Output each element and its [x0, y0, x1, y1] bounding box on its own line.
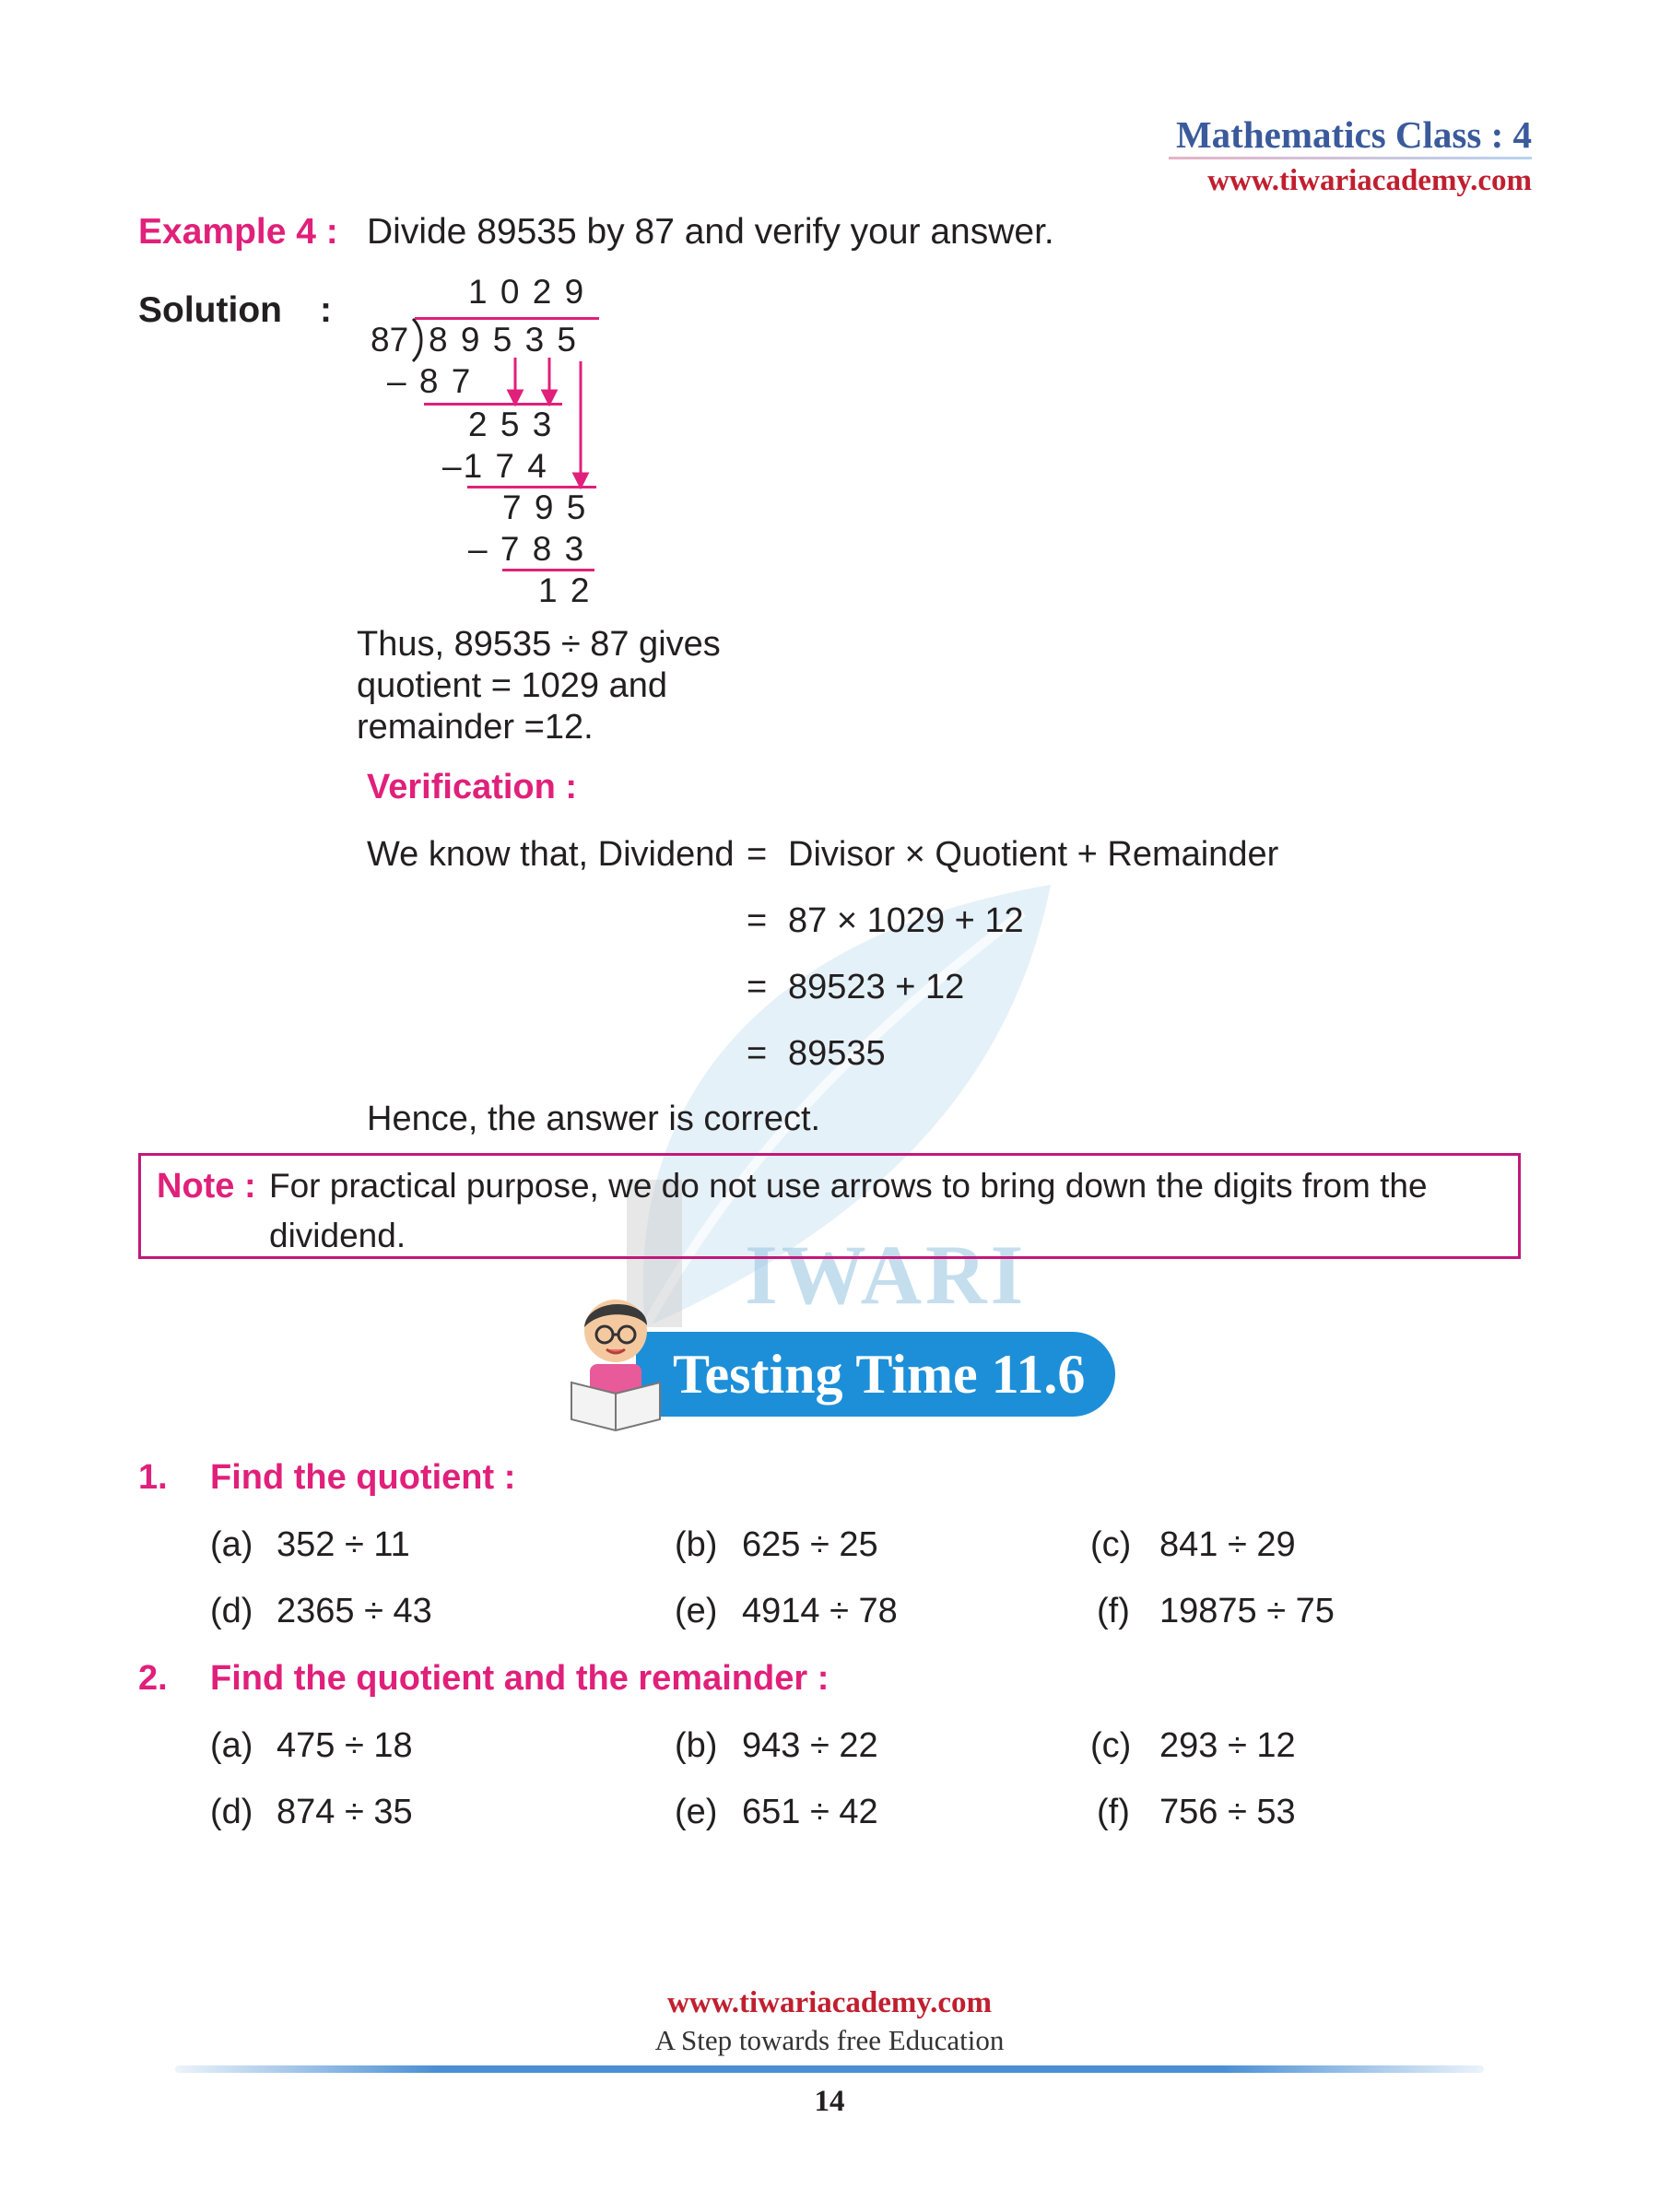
solution-conclusion-line: quotient = 1029 and [357, 666, 668, 705]
exercise-expression: 293 ÷ 12 [1159, 1726, 1296, 1765]
division-step: – 8 7 [387, 362, 473, 400]
exercise-label: (a) [210, 1726, 253, 1765]
division-step: 1 2 [538, 571, 592, 609]
division-step: 7 9 5 [502, 488, 588, 526]
exercise-label: (c) [1090, 1525, 1132, 1564]
exercise-label: (d) [210, 1793, 253, 1831]
equals-sign: = [747, 1034, 768, 1073]
exercise-label: (f) [1097, 1793, 1130, 1831]
division-dividend: 8 9 5 3 5 [429, 321, 579, 359]
verification-line: Divisor × Quotient + Remainder [788, 835, 1279, 874]
equals-sign: = [747, 968, 768, 1006]
question-number: 2. [138, 1659, 168, 1698]
division-step: – 7 8 3 [468, 530, 586, 568]
watermark-text: IWARI [745, 1228, 1028, 1322]
example-text: Divide 89535 by 87 and verify your answer. [367, 212, 1054, 252]
division-step: 2 5 3 [468, 406, 554, 443]
exercise-expression: 625 ÷ 25 [742, 1525, 878, 1564]
exercise-expression: 756 ÷ 53 [1159, 1793, 1296, 1831]
verification-line: 89523 + 12 [788, 968, 965, 1006]
header-underline [1169, 157, 1532, 159]
division-divisor: 87 [371, 321, 409, 359]
exercise-expression: 841 ÷ 29 [1159, 1525, 1296, 1564]
footer-tagline: A Step towards free Education [654, 2024, 1005, 2056]
note-line-1: For practical purpose, we do not use arrows to bring down the digits from the [269, 1167, 1428, 1205]
exercise-label: (a) [210, 1525, 253, 1564]
solution-conclusion-line: Thus, 89535 ÷ 87 gives [357, 625, 721, 664]
exercise-label: (e) [675, 1793, 718, 1831]
verification-line: 89535 [788, 1034, 886, 1073]
solution-colon: : [320, 290, 332, 330]
verification-line: 87 × 1029 + 12 [788, 901, 1024, 940]
boy-reading-book-icon [564, 1290, 665, 1438]
question-heading: Find the quotient and the remainder : [210, 1659, 830, 1698]
equals-sign: = [747, 835, 768, 874]
equals-sign: = [747, 901, 768, 940]
note-label: Note : [157, 1167, 256, 1206]
verification-result: Hence, the answer is correct. [367, 1100, 821, 1138]
exercise-expression: 651 ÷ 42 [742, 1793, 878, 1831]
exercise-label: (f) [1097, 1592, 1130, 1630]
division-quotient: 1 0 2 9 [468, 273, 586, 311]
header-title: Mathematics Class : 4 [1175, 113, 1532, 156]
testing-time-title: Testing Time 11.6 [673, 1344, 1086, 1405]
exercise-expression: 19875 ÷ 75 [1159, 1592, 1335, 1630]
exercise-expression: 475 ÷ 18 [276, 1726, 413, 1765]
page-number: 14 [814, 2085, 845, 2118]
exercise-expression: 352 ÷ 11 [276, 1525, 410, 1564]
exercise-expression: 4914 ÷ 78 [742, 1592, 898, 1630]
footer-url[interactable]: www.tiwariacademy.com [667, 1986, 992, 2019]
header-url[interactable]: www.tiwariacademy.com [1207, 164, 1532, 197]
note-line-2: dividend. [269, 1217, 406, 1254]
question-heading: Find the quotient : [210, 1458, 516, 1497]
exercise-expression: 2365 ÷ 43 [276, 1592, 432, 1630]
exercise-label: (d) [210, 1592, 253, 1630]
exercise-label: (b) [675, 1726, 718, 1765]
division-step: –1 7 4 [442, 447, 548, 485]
exercise-label: (b) [675, 1525, 718, 1564]
footer-divider [175, 2065, 1484, 2073]
exercise-expression: 943 ÷ 22 [742, 1726, 878, 1765]
exercise-expression: 874 ÷ 35 [276, 1793, 413, 1831]
example-label: Example 4 : [138, 212, 338, 252]
question-number: 1. [138, 1458, 168, 1497]
exercise-label: (c) [1090, 1726, 1132, 1765]
bring-down-arrows [498, 350, 590, 498]
exercise-label: (e) [675, 1592, 718, 1630]
solution-conclusion-line: remainder =12. [357, 708, 594, 747]
verification-intro: We know that, Dividend [367, 835, 735, 874]
solution-label: Solution [138, 290, 282, 330]
division-bar [415, 317, 599, 320]
verification-title: Verification : [367, 768, 578, 806]
division-bracket [409, 317, 426, 363]
